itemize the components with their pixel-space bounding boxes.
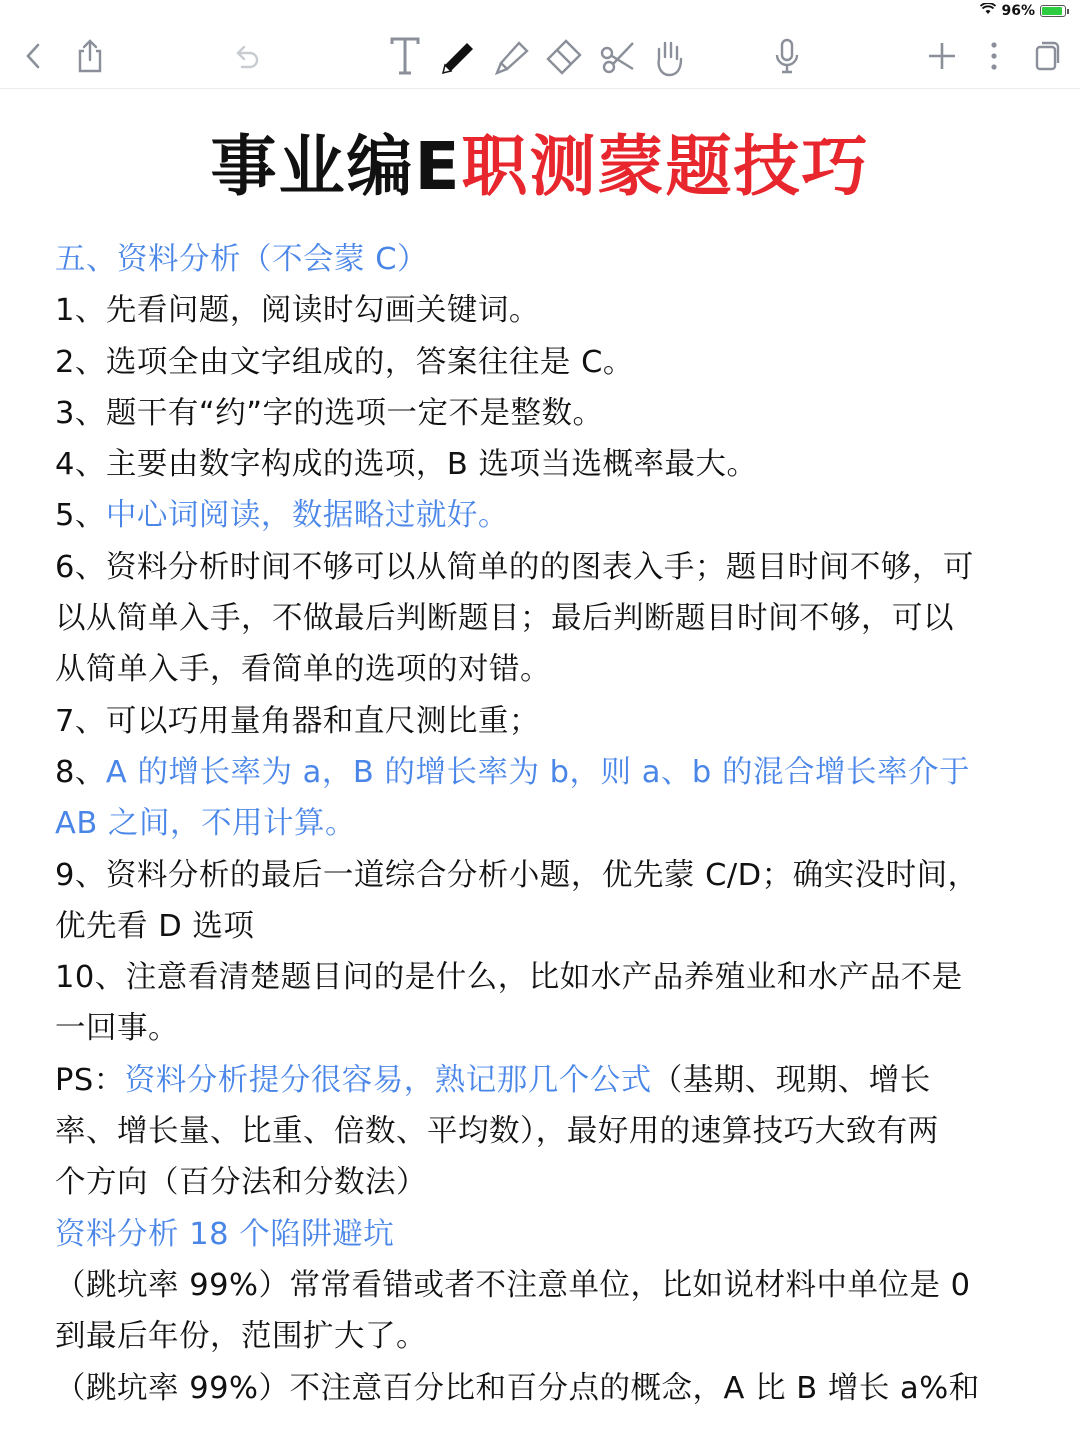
text-line — [55, 850, 1045, 901]
more-icon[interactable] — [982, 34, 1006, 78]
title-part-black: 事业编E — [210, 128, 462, 205]
text-line — [55, 388, 1045, 439]
text-line — [55, 1209, 1045, 1260]
text-segment: 7、可以巧用量角器和直尺测比重； — [55, 703, 540, 739]
text-line — [55, 644, 1045, 695]
text-segment: 个方向（百分法和分数法） — [55, 1165, 427, 1201]
text-line — [55, 593, 1045, 644]
text-tool-icon[interactable] — [386, 34, 424, 78]
text-segment: 4、主要由数字构成的选项，B 选项当选概率最大。 — [55, 447, 758, 483]
undo-icon[interactable] — [230, 34, 264, 78]
text-segment: 率、增长量、比重、倍数、平均数），最好用的速算技巧大致有两 — [55, 1114, 939, 1150]
text-line — [55, 901, 1045, 952]
text-segment: 资料分析提分很容易，熟记那几个公式 — [124, 1062, 652, 1098]
text-line — [55, 1055, 1045, 1106]
text-segment: 优先看 D 选项 — [55, 908, 255, 944]
text-segment: 5、 — [55, 498, 106, 534]
text-segment: 五、资料分析（不会蒙 C） — [55, 242, 428, 277]
pages-icon[interactable] — [1030, 34, 1064, 78]
text-line — [55, 1003, 1045, 1054]
text-line — [55, 285, 1045, 336]
text-segment: 8、 — [55, 754, 106, 790]
text-segment: （基期、现期、增长 — [651, 1062, 931, 1098]
text-line — [55, 337, 1045, 388]
back-icon[interactable] — [18, 34, 48, 78]
text-line — [55, 1260, 1045, 1311]
text-line — [55, 439, 1045, 490]
text-segment: 6、资料分析时间不够可以从简单的的图表入手；题目时间不够，可 — [55, 549, 974, 585]
eraser-icon[interactable] — [542, 34, 586, 78]
text-line — [55, 1311, 1045, 1362]
page-title — [0, 128, 1080, 206]
text-line — [55, 696, 1045, 747]
text-line — [55, 1157, 1045, 1208]
text-segment: A 的增长率为 a，B 的增长率为 b，则 a、b 的混合增长率介于 — [105, 754, 970, 790]
text-segment: 1、先看问题，阅读时勾画关键词。 — [55, 293, 540, 329]
text-segment: 3、题干有“约”字的选项一定不是整数。 — [55, 395, 604, 431]
text-line — [55, 490, 1045, 541]
text-segment: PS： — [55, 1062, 125, 1098]
text-segment: 2、选项全由文字组成的，答案往往是 C。 — [55, 344, 634, 380]
text-line — [55, 798, 1045, 849]
text-line — [55, 952, 1045, 1003]
wifi-icon — [980, 3, 996, 19]
scissors-icon[interactable] — [598, 34, 640, 78]
text-segment: 10、注意看清楚题目问的是什么，比如水产品养殖业和水产品不是 — [55, 960, 963, 996]
text-segment: AB 之间，不用计算。 — [55, 806, 356, 842]
note-body — [55, 234, 1045, 1414]
notes-toolbar — [0, 26, 1080, 89]
text-line — [55, 1363, 1045, 1414]
text-segment: 一回事。 — [55, 1011, 179, 1047]
share-icon[interactable] — [72, 34, 108, 78]
battery-percent: 96% — [1001, 3, 1035, 19]
battery-icon — [1040, 5, 1066, 17]
text-line — [55, 747, 1045, 798]
text-segment: 9、资料分析的最后一道综合分析小题，优先蒙 C/D；确实没时间， — [55, 857, 979, 893]
text-segment: 到最后年份，范围扩大了。 — [55, 1319, 427, 1355]
highlighter-icon[interactable] — [490, 34, 532, 78]
text-segment: 中心词阅读，数据略过就好。 — [105, 498, 509, 534]
text-segment: 资料分析 18 个陷阱避坑 — [55, 1216, 395, 1252]
text-segment: 以从简单入手，不做最后判断题目；最后判断题目时间不够，可以 — [55, 601, 954, 637]
hand-icon[interactable] — [648, 34, 688, 78]
note-page — [0, 88, 1080, 1443]
add-icon[interactable] — [924, 34, 960, 78]
text-segment: （跳坑率 99%）不注意百分比和百分点的概念，A 比 B 增长 a%和 — [55, 1370, 980, 1406]
text-segment: （跳坑率 99%）常常看错或者不注意单位，比如说材料中单位是 0 — [55, 1267, 971, 1303]
status-bar — [0, 0, 1080, 26]
microphone-icon[interactable] — [772, 34, 802, 78]
text-line — [55, 542, 1045, 593]
text-line — [55, 234, 1045, 285]
pen-icon[interactable] — [436, 34, 478, 78]
text-segment: 从简单入手，看简单的选项的对错。 — [55, 652, 551, 688]
title-part-red: 职测蒙题技巧 — [461, 128, 870, 205]
text-line — [55, 1106, 1045, 1157]
